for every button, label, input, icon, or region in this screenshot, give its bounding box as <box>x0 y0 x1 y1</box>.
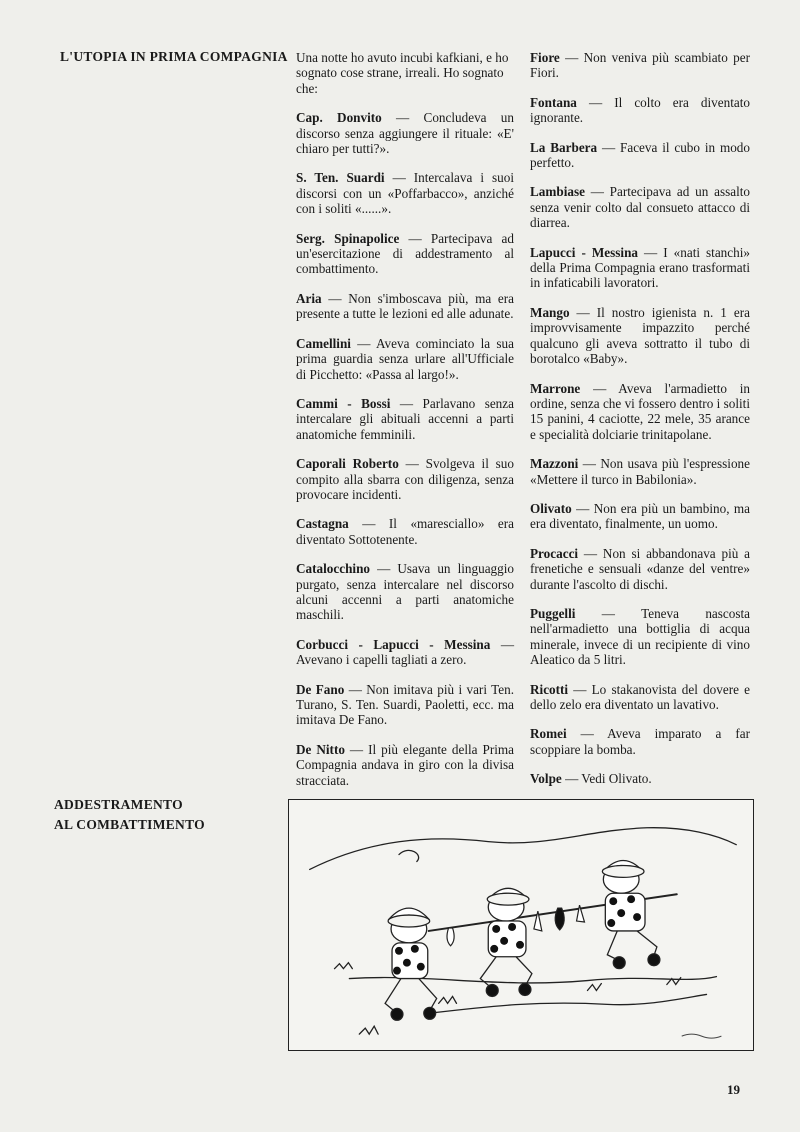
entry-paragraph <box>530 771 750 786</box>
entry-name: Serg. Spinapolice <box>296 230 400 246</box>
entry-paragraph <box>296 637 514 668</box>
entry-name: Lapucci - Messina <box>530 244 639 260</box>
entry-text: — Intercalava i suoi discorsi con un «Poffarbacco», anziché con i soliti «......». <box>296 170 515 217</box>
entry-text: — Non era più un bambino, ma era diventato, finalmente, un uomo. <box>530 500 750 532</box>
page-number: 19 <box>727 1082 740 1097</box>
entry-text: — Concludeva un discorso senza aggiungere il rituale: «E' chiaro per tutti?». <box>296 110 514 157</box>
entry-name: La Barbera <box>530 139 598 155</box>
entry-text: — Avevano i capelli tagliati a zero. <box>296 636 514 668</box>
entry-paragraph <box>530 245 750 291</box>
entry-name: Lambiase <box>530 184 585 200</box>
entry-name: Olivato <box>530 500 572 516</box>
entry-paragraph <box>530 305 750 367</box>
soldier-figure-left <box>385 908 437 1020</box>
entry-text: — Lo stakanovista del dovere e dello zelo era diventato un lavativo. <box>530 681 750 712</box>
entry-text: — Il colto era diventato ignorante. <box>530 94 750 126</box>
entry-paragraph <box>296 291 514 322</box>
entry-name: Caporali Roberto <box>296 456 399 472</box>
entry-name: Catalocchino <box>296 561 370 577</box>
entry-name: Corbucci - Lapucci - Messina <box>296 636 491 652</box>
text-column-right <box>530 50 750 801</box>
entry-name: Procacci <box>530 545 579 561</box>
entry-name: Cap. Donvito <box>296 110 382 126</box>
entry-name: Castagna <box>296 516 349 532</box>
entry-name: Aria <box>296 290 322 306</box>
entry-text: — Non s'imboscava più, ma era presente a tutte le lezioni ed alle adunate. <box>296 290 514 322</box>
section-title-utopia: L'UTOPIA IN PRIMA COMPAGNIA <box>60 49 288 64</box>
section-title-training <box>54 795 205 835</box>
artist-signature <box>682 1034 722 1038</box>
entry-text: — Svolgeva il suo compito alla sbarra con diligenza, senza provocare incidenti. <box>296 456 514 502</box>
intro-paragraph: Una notte ho avuto incubi kafkiani, e ho sognato cose strane, irreali. Ho sognato che: <box>296 50 509 96</box>
soldier-figure-right <box>602 861 660 969</box>
entry-name: Puggelli <box>530 605 576 621</box>
section-title-training-line1: ADDESTRAMENTO <box>54 797 183 812</box>
entry-text: — Usava un linguaggio purgato, senza intercalare nel discorso alcuni accenni a parti anatomiche maschili. <box>296 561 514 623</box>
entry-paragraph <box>530 501 750 532</box>
entry-text: — Faceva il cubo in modo perfetto. <box>530 139 750 171</box>
entry-name: Mazzoni <box>530 456 579 472</box>
entry-paragraph <box>296 456 514 502</box>
entry-text: — Il nostro igienista n. 1 era improvvisamente impazzito perché qualcuno gli aveva sottratto il tubo di borotalco «Baby». <box>530 304 750 367</box>
entry-text: — Il più elegante della Prima Compagnia andava in giro con la divisa stracciata. <box>296 741 514 788</box>
entry-paragraph <box>296 336 514 382</box>
section-title-training-line2: AL COMBATTIMENTO <box>54 817 205 832</box>
text-column-left <box>296 50 514 862</box>
entry-text: — Il «maresciallo» era diventato Sottotenente. <box>296 516 514 547</box>
entry-name: De Fano <box>296 681 345 697</box>
entry-paragraph <box>530 456 750 487</box>
entry-name: De Nitto <box>296 741 345 757</box>
entry-name: Marrone <box>530 380 581 396</box>
soldier-figure-middle <box>480 888 532 996</box>
entry-paragraph <box>296 396 514 442</box>
entry-name: Fontana <box>530 94 577 110</box>
entry-text: — Non usava più l'espressione «Mettere il turco in Babilonia». <box>530 456 750 487</box>
entry-name: Ricotti <box>530 681 569 697</box>
entry-text: — I «nati stanchi» della Prima Compagnia erano trasformati in infaticabili lavoratori. <box>530 244 750 291</box>
entry-text: — Partecipava ad un assalto senza venir colto dal consueto attacco di diarrea. <box>530 184 750 231</box>
entry-text: — Teneva nascosta nell'armadietto una bottiglia di acqua minerale, invece di un recipiente di vino Aleatico da 5 litri. <box>530 605 750 668</box>
entry-paragraph <box>530 546 750 592</box>
entry-paragraph <box>530 50 750 81</box>
entry-text: — Non si abbandonava più a frenetiche e sensuali «danze del ventre» durante l'ascolto di dischi. <box>530 545 750 592</box>
entry-paragraph <box>530 682 750 713</box>
entry-paragraph <box>296 110 514 156</box>
entry-text: — Non veniva più scambiato per Fiori. <box>530 50 750 81</box>
entry-paragraph <box>530 140 750 171</box>
entry-text: — Aveva l'armadietto in ordine, senza che vi fossero dentro i soliti 15 panini, 4 caciotte, 22 mele, 35 arance e specialità dolciarie trinitapolane. <box>530 380 750 442</box>
entry-name: S. Ten. Suardi <box>296 170 385 186</box>
entry-name: Romei <box>530 726 567 742</box>
entry-name: Cammi - Bossi <box>296 395 391 411</box>
entry-text: — Non imitava più i vari Ten. Turano, S. Ten. Suardi, Paoletti, ecc. ma imitava De Fano. <box>296 681 514 728</box>
entry-name: Camellini <box>296 335 351 351</box>
entry-paragraph <box>296 231 514 277</box>
entry-text: — Vedi Olivato. <box>561 771 652 787</box>
entry-paragraph <box>296 561 514 623</box>
entry-paragraph <box>530 606 750 668</box>
entry-name: Volpe <box>530 771 562 787</box>
entry-paragraph <box>296 682 514 728</box>
entry-text: — Aveva cominciato la sua prima guardia senza urlare all'Ufficiale di Picchetto: «Passa al largo!». <box>296 335 514 382</box>
entry-text: — Aveva imparato a far scoppiare la bomba. <box>530 726 750 757</box>
entry-paragraph <box>296 742 514 788</box>
entry-paragraph <box>530 184 750 230</box>
entry-paragraph <box>530 381 750 443</box>
entry-text: — Parlavano senza intercalare gli abituali accenni a parti anatomiche femminili. <box>296 395 514 442</box>
entry-paragraph <box>296 170 514 216</box>
entry-name: Mango <box>530 304 570 320</box>
entry-name: Fiore <box>530 50 560 65</box>
entry-paragraph <box>530 726 750 757</box>
entry-paragraph <box>530 95 750 126</box>
entry-text: — Partecipava ad un'esercitazione di addestramento al combattimento. <box>296 230 514 277</box>
cartoon-soldiers-drawing <box>289 800 753 1050</box>
cartoon-illustration <box>288 799 754 1051</box>
entry-paragraph <box>296 516 514 547</box>
